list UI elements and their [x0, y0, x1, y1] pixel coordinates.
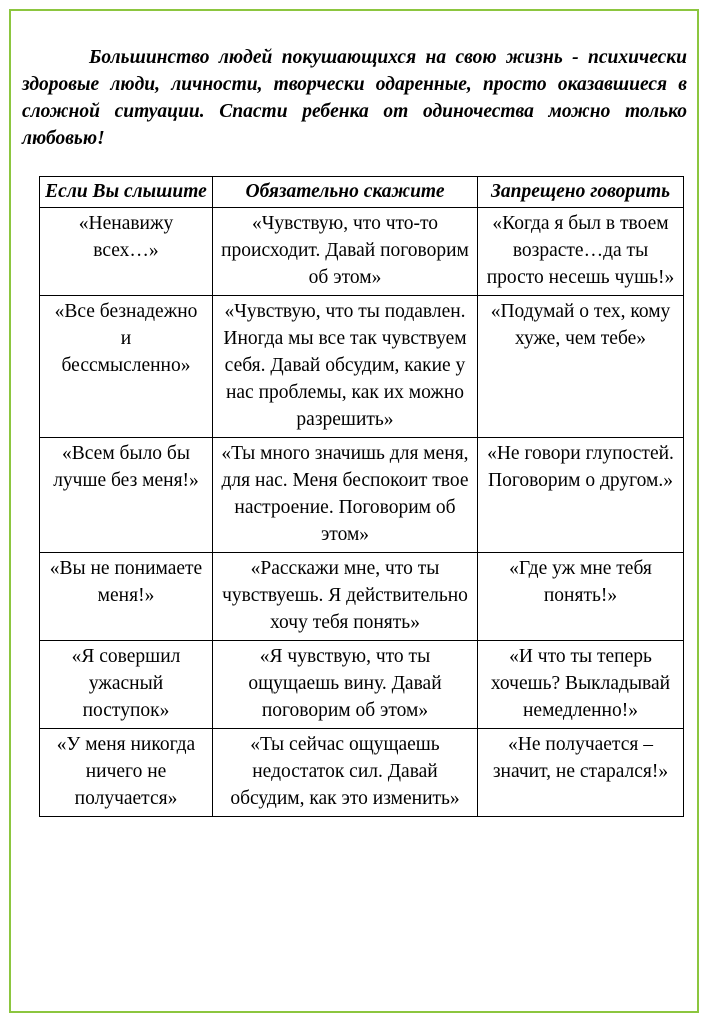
- table-row: [40, 641, 684, 729]
- table-row: [40, 208, 684, 296]
- cell-forbidden: «И что ты теперь хочешь? Выкладывай немедленно!»: [478, 641, 684, 729]
- cell-if-you-hear: «Все безнадежно и бессмысленно»: [40, 296, 213, 438]
- cell-if-you-hear: «Я совершил ужасный поступок»: [40, 641, 213, 729]
- cell-if-you-hear: «Вы не понимаете меня!»: [40, 553, 213, 641]
- cell-forbidden: «Где уж мне тебя понять!»: [478, 553, 684, 641]
- intro-paragraph: Большинство людей покушающихся на свою жизнь - психически здоровые люди, личности, творчески одаренные, просто оказавшиеся в сложной ситуации. Спасти ребенка от одиночества можно только любовью!: [22, 47, 687, 149]
- cell-must-say: «Расскажи мне, что ты чувствуешь. Я действительно хочу тебя понять»: [213, 553, 478, 641]
- cell-forbidden: «Не получается – значит, не старался!»: [478, 729, 684, 817]
- cell-forbidden: «Подумай о тех, кому хуже, чем тебе»: [478, 296, 684, 438]
- header-must-say: Обязательно скажите: [213, 177, 478, 208]
- cell-if-you-hear: «У меня никогда ничего не получается»: [40, 729, 213, 817]
- table-row: [40, 296, 684, 438]
- table-row: [40, 553, 684, 641]
- cell-must-say: «Чувствую, что что-то происходит. Давай поговорим об этом»: [213, 208, 478, 296]
- cell-if-you-hear: «Всем было бы лучше без меня!»: [40, 438, 213, 553]
- cell-must-say: «Ты много значишь для меня, для нас. Меня беспокоит твое настроение. Поговорим об этом»: [213, 438, 478, 553]
- table-row: [40, 438, 684, 553]
- cell-if-you-hear: «Ненавижу всех…»: [40, 208, 213, 296]
- advice-table: [39, 176, 684, 817]
- cell-must-say: «Ты сейчас ощущаешь недостаток сил. Давай обсудим, как это изменить»: [213, 729, 478, 817]
- cell-must-say: «Я чувствую, что ты ощущаешь вину. Давай поговорим об этом»: [213, 641, 478, 729]
- table-row: [40, 729, 684, 817]
- header-forbidden: Запрещено говорить: [478, 177, 684, 208]
- cell-forbidden: «Не говори глупостей. Поговорим о другом.»: [478, 438, 684, 553]
- cell-must-say: «Чувствую, что ты подавлен. Иногда мы все так чувствуем себя. Давай обсудим, какие у нас проблемы, как их можно разрешить»: [213, 296, 478, 438]
- header-if-you-hear: Если Вы слышите: [40, 177, 213, 208]
- cell-forbidden: «Когда я был в твоем возрасте…да ты просто несешь чушь!»: [478, 208, 684, 296]
- table-header-row: [40, 177, 684, 208]
